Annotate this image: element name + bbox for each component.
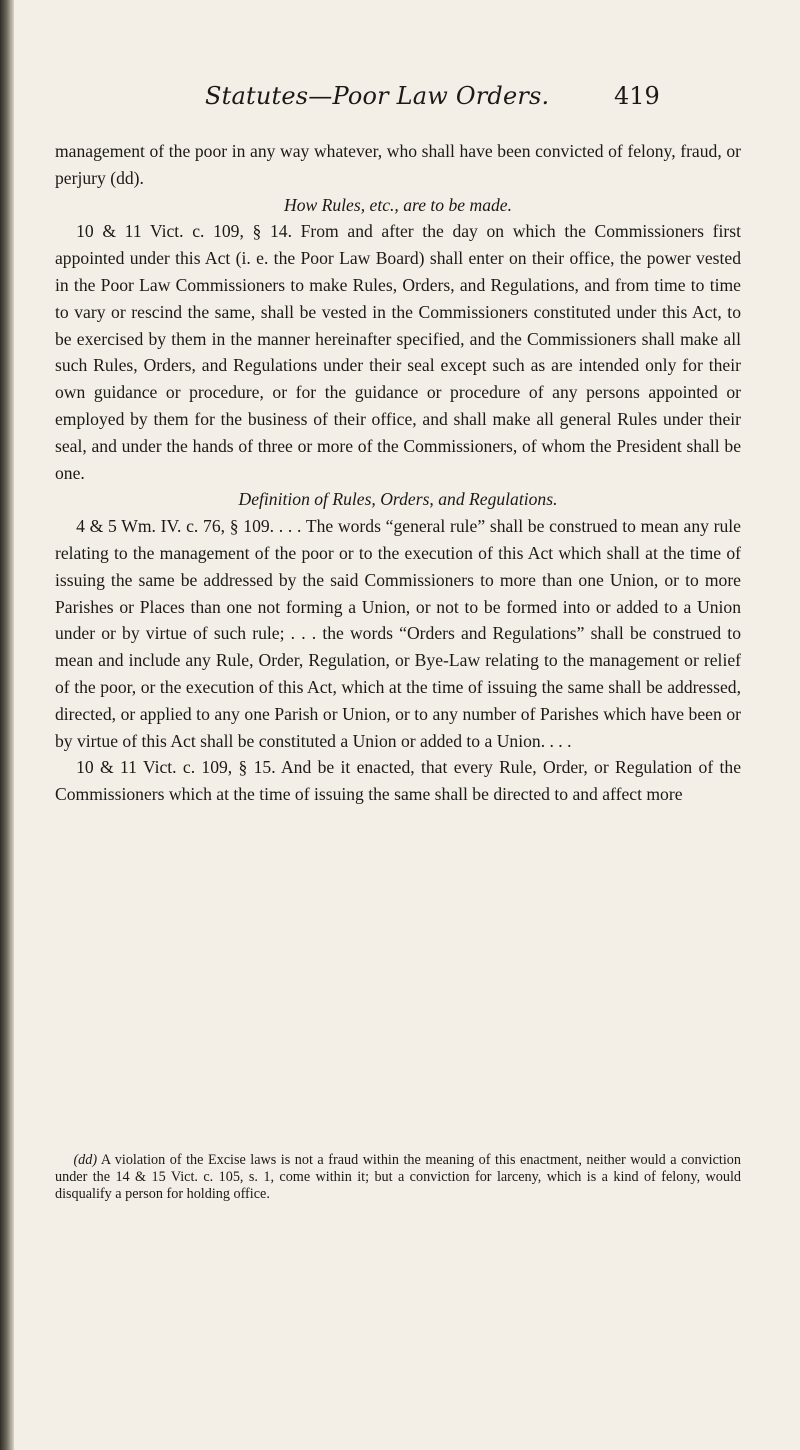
paragraph-section-109: 4 & 5 Wm. IV. c. 76, § 109. . . . The words “general rule” shall be construed to mean any rule relating to the management of the poor or to the execution of this Act which shall at the time of issuing the same be addressed by the said Commissioners to more than one Union, or to more Parishes or Places than one not forming a Union, or not to be formed into or added to a Union under or by virtue of such rule; . . . the words “Orders and Regulations” shall be construed to mean and include any Rule, Order, Regulation, or Bye-Law relating to the management or relief of the poor, or the execution of this Act, which at the time of issuing the same shall be addressed, directed, or applied to any one Parish or Union, or to any number of Parishes which have been or by virtue of this Act shall be constituted a Union or added to a Union. . . .	[55, 516, 741, 751]
paragraph-section-14: 10 & 11 Vict. c. 109, § 14. From and after the day on which the Commissioners first appointed under this Act (i. e. the Poor Law Board) shall enter on their office, the power vested in the Poor Law Commissioners to make Rules, Orders, and Regulations, and from time to time to vary or rescind the same, shall be vested in the Commissioners constituted under this Act, to be exercised by them in the manner hereinafter specified, and the Commissioners shall make all such Rules, Orders, and Regulations under their seal except such as are intended only for their own guidance or procedure, or for the guidance or procedure of any persons appointed or employed by them for the business of their office, and shall make all general Rules under their seal, and under the hands of three or more of the Commissioners, of whom the President shall be one.	[55, 221, 741, 483]
page-edge	[0, 0, 14, 1450]
page-number: 419	[614, 82, 660, 110]
paragraph-section-15: 10 & 11 Vict. c. 109, § 15. And be it enacted, that every Rule, Order, or Regulation of the Commissioners which at the time of issuing the same shall be directed to and affect more	[55, 757, 741, 805]
section-heading-rules: How Rules, etc., are to be made.	[283, 194, 512, 215]
running-head: Statutes—Poor Law Orders.	[205, 82, 550, 110]
footnotes	[55, 1152, 741, 1203]
section-heading-definition: Definition of Rules, Orders, and Regulations.	[238, 489, 558, 510]
footnote-marker: (dd)	[73, 1152, 98, 1168]
page-header	[0, 82, 800, 122]
main-text	[55, 138, 741, 808]
paragraph-continued: management of the poor in any way whatever, who shall have been convicted of felony, fraud, or perjury (dd).	[55, 141, 741, 188]
footnote-dd	[55, 1152, 741, 1203]
footnote-text: A violation of the Excise laws is not a fraud within the meaning of this enactment, neither would a conviction under the 14 & 15 Vict. c. 105, s. 1, come within it; but a conviction for larceny, which is a kind of felony, would disqualify a person for holding office.	[55, 1152, 741, 1202]
